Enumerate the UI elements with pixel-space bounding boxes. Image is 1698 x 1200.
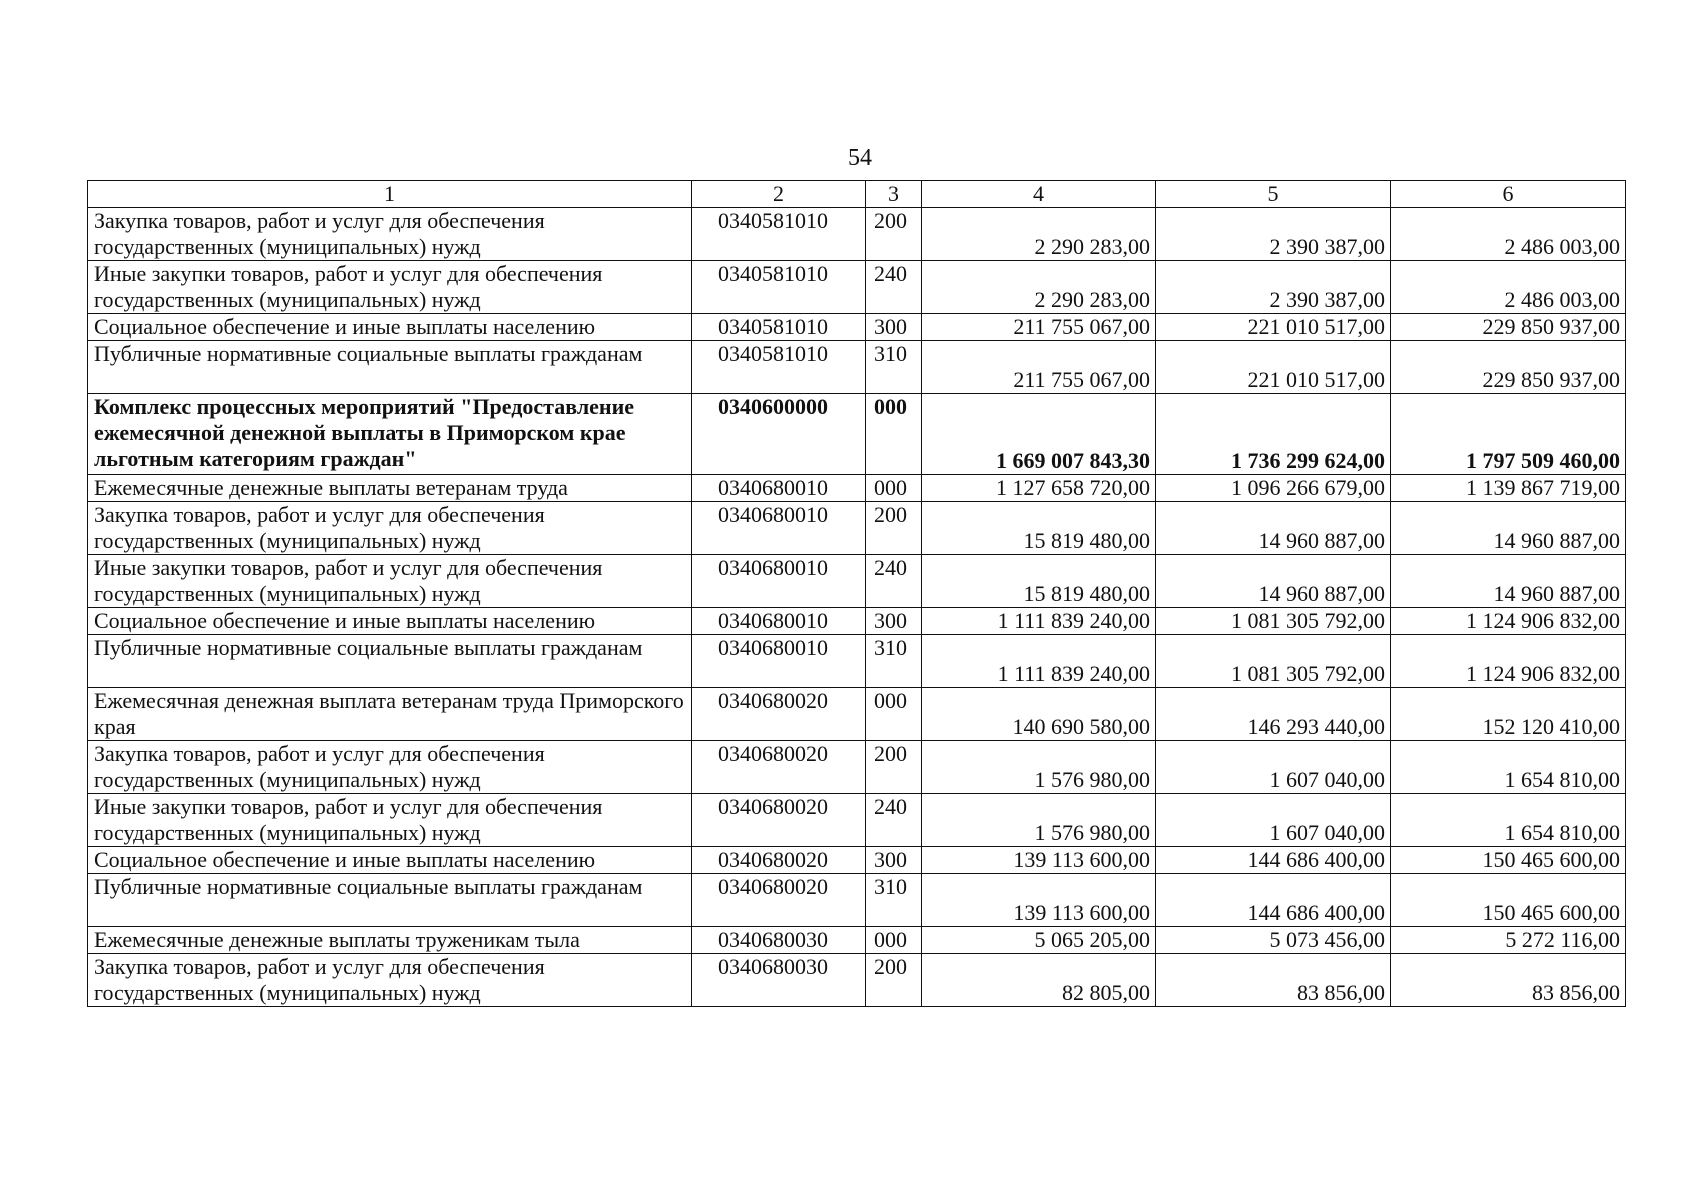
row-type: 200 <box>866 741 922 794</box>
row-value-5: 14 960 887,00 <box>1156 502 1391 555</box>
column-header: 2 <box>692 181 866 208</box>
row-value-6: 152 120 410,00 <box>1391 688 1626 741</box>
row-value-6: 150 465 600,00 <box>1391 874 1626 927</box>
table-row <box>88 741 1626 794</box>
row-value-6: 83 856,00 <box>1391 954 1626 1007</box>
table-row <box>88 635 1626 688</box>
row-name: Закупка товаров, работ и услуг для обеспечения государственных (муниципальных) нужд <box>88 741 692 794</box>
row-value-6: 1 139 867 719,00 <box>1391 475 1626 502</box>
row-value-5: 1 081 305 792,00 <box>1156 608 1391 635</box>
row-type: 300 <box>866 314 922 341</box>
row-value-5: 144 686 400,00 <box>1156 847 1391 874</box>
row-value-4: 211 755 067,00 <box>922 314 1156 341</box>
table-row <box>88 688 1626 741</box>
row-value-5: 1 096 266 679,00 <box>1156 475 1391 502</box>
row-name: Публичные нормативные социальные выплаты гражданам <box>88 874 692 927</box>
table-row <box>88 847 1626 874</box>
row-value-4: 140 690 580,00 <box>922 688 1156 741</box>
column-header: 4 <box>922 181 1156 208</box>
row-code: 0340600000 <box>692 394 866 475</box>
row-value-4: 211 755 067,00 <box>922 341 1156 394</box>
row-value-5: 14 960 887,00 <box>1156 555 1391 608</box>
row-code: 0340581010 <box>692 314 866 341</box>
row-value-6: 1 124 906 832,00 <box>1391 635 1626 688</box>
table-row <box>88 608 1626 635</box>
row-value-4: 82 805,00 <box>922 954 1156 1007</box>
row-code: 0340680020 <box>692 794 866 847</box>
row-value-4: 5 065 205,00 <box>922 927 1156 954</box>
row-value-5: 1 607 040,00 <box>1156 741 1391 794</box>
table-row <box>88 208 1626 261</box>
column-header: 5 <box>1156 181 1391 208</box>
row-value-6: 229 850 937,00 <box>1391 341 1626 394</box>
table-row <box>88 874 1626 927</box>
row-name: Закупка товаров, работ и услуг для обеспечения государственных (муниципальных) нужд <box>88 208 692 261</box>
row-code: 0340680020 <box>692 688 866 741</box>
row-value-5: 221 010 517,00 <box>1156 341 1391 394</box>
row-value-6: 5 272 116,00 <box>1391 927 1626 954</box>
row-value-5: 1 736 299 624,00 <box>1156 394 1391 475</box>
row-type: 240 <box>866 794 922 847</box>
row-type: 000 <box>866 394 922 475</box>
row-name: Публичные нормативные социальные выплаты гражданам <box>88 635 692 688</box>
table-row <box>88 927 1626 954</box>
row-code: 0340680030 <box>692 954 866 1007</box>
row-value-6: 1 797 509 460,00 <box>1391 394 1626 475</box>
table-row <box>88 794 1626 847</box>
table-row <box>88 502 1626 555</box>
row-type: 200 <box>866 502 922 555</box>
row-name: Закупка товаров, работ и услуг для обеспечения государственных (муниципальных) нужд <box>88 502 692 555</box>
row-type: 300 <box>866 608 922 635</box>
row-value-5: 1 607 040,00 <box>1156 794 1391 847</box>
row-name: Иные закупки товаров, работ и услуг для обеспечения государственных (муниципальных) нужд <box>88 261 692 314</box>
row-value-6: 2 486 003,00 <box>1391 261 1626 314</box>
table-header-row <box>88 181 1626 208</box>
row-value-5: 2 390 387,00 <box>1156 261 1391 314</box>
row-type: 310 <box>866 874 922 927</box>
row-value-5: 221 010 517,00 <box>1156 314 1391 341</box>
row-type: 200 <box>866 954 922 1007</box>
row-code: 0340680010 <box>692 635 866 688</box>
table-row <box>88 555 1626 608</box>
row-type: 300 <box>866 847 922 874</box>
row-value-6: 1 124 906 832,00 <box>1391 608 1626 635</box>
row-value-6: 14 960 887,00 <box>1391 502 1626 555</box>
row-value-5: 146 293 440,00 <box>1156 688 1391 741</box>
table-row <box>88 341 1626 394</box>
row-code: 0340680010 <box>692 502 866 555</box>
row-type: 000 <box>866 688 922 741</box>
row-value-4: 2 290 283,00 <box>922 261 1156 314</box>
row-value-4: 139 113 600,00 <box>922 874 1156 927</box>
row-value-4: 15 819 480,00 <box>922 502 1156 555</box>
budget-table <box>87 180 1626 1007</box>
row-type: 000 <box>866 475 922 502</box>
row-value-6: 1 654 810,00 <box>1391 741 1626 794</box>
row-name: Социальное обеспечение и иные выплаты населению <box>88 847 692 874</box>
row-name: Иные закупки товаров, работ и услуг для обеспечения государственных (муниципальных) нужд <box>88 794 692 847</box>
row-value-6: 2 486 003,00 <box>1391 208 1626 261</box>
row-value-5: 144 686 400,00 <box>1156 874 1391 927</box>
row-code: 0340680020 <box>692 874 866 927</box>
row-value-6: 229 850 937,00 <box>1391 314 1626 341</box>
row-name: Закупка товаров, работ и услуг для обеспечения государственных (муниципальных) нужд <box>88 954 692 1007</box>
row-type: 310 <box>866 341 922 394</box>
column-header: 6 <box>1391 181 1626 208</box>
row-code: 0340581010 <box>692 341 866 394</box>
row-value-4: 1 669 007 843,30 <box>922 394 1156 475</box>
table-row <box>88 261 1626 314</box>
row-value-6: 14 960 887,00 <box>1391 555 1626 608</box>
row-value-4: 1 111 839 240,00 <box>922 608 1156 635</box>
table-row <box>88 475 1626 502</box>
row-value-4: 139 113 600,00 <box>922 847 1156 874</box>
table-row-section-total <box>88 394 1626 475</box>
row-code: 0340680020 <box>692 741 866 794</box>
row-type: 310 <box>866 635 922 688</box>
row-value-4: 1 127 658 720,00 <box>922 475 1156 502</box>
row-code: 0340581010 <box>692 208 866 261</box>
row-code: 0340680010 <box>692 555 866 608</box>
row-name: Ежемесячные денежные выплаты ветеранам труда <box>88 475 692 502</box>
row-code: 0340680010 <box>692 608 866 635</box>
row-value-4: 1 576 980,00 <box>922 741 1156 794</box>
row-type: 240 <box>866 555 922 608</box>
page-number: 54 <box>848 145 872 171</box>
row-value-4: 2 290 283,00 <box>922 208 1156 261</box>
row-code: 0340680030 <box>692 927 866 954</box>
row-value-6: 150 465 600,00 <box>1391 847 1626 874</box>
row-value-5: 83 856,00 <box>1156 954 1391 1007</box>
row-type: 000 <box>866 927 922 954</box>
row-value-4: 15 819 480,00 <box>922 555 1156 608</box>
table-row <box>88 314 1626 341</box>
row-name: Ежемесячные денежные выплаты труженикам тыла <box>88 927 692 954</box>
column-header: 3 <box>866 181 922 208</box>
row-name: Иные закупки товаров, работ и услуг для обеспечения государственных (муниципальных) нужд <box>88 555 692 608</box>
row-name: Социальное обеспечение и иные выплаты населению <box>88 608 692 635</box>
column-header: 1 <box>88 181 692 208</box>
row-name: Комплекс процессных мероприятий "Предоставление ежемесячной денежной выплаты в Приморском крае льготным категориям граждан" <box>88 394 692 475</box>
row-code: 0340680020 <box>692 847 866 874</box>
row-value-6: 1 654 810,00 <box>1391 794 1626 847</box>
row-name: Ежемесячная денежная выплата ветеранам труда Приморского края <box>88 688 692 741</box>
row-name: Публичные нормативные социальные выплаты гражданам <box>88 341 692 394</box>
row-value-5: 5 073 456,00 <box>1156 927 1391 954</box>
row-type: 240 <box>866 261 922 314</box>
row-value-4: 1 576 980,00 <box>922 794 1156 847</box>
row-name: Социальное обеспечение и иные выплаты населению <box>88 314 692 341</box>
row-value-5: 2 390 387,00 <box>1156 208 1391 261</box>
table-row <box>88 954 1626 1007</box>
row-value-4: 1 111 839 240,00 <box>922 635 1156 688</box>
row-code: 0340581010 <box>692 261 866 314</box>
row-type: 200 <box>866 208 922 261</box>
row-code: 0340680010 <box>692 475 866 502</box>
row-value-5: 1 081 305 792,00 <box>1156 635 1391 688</box>
